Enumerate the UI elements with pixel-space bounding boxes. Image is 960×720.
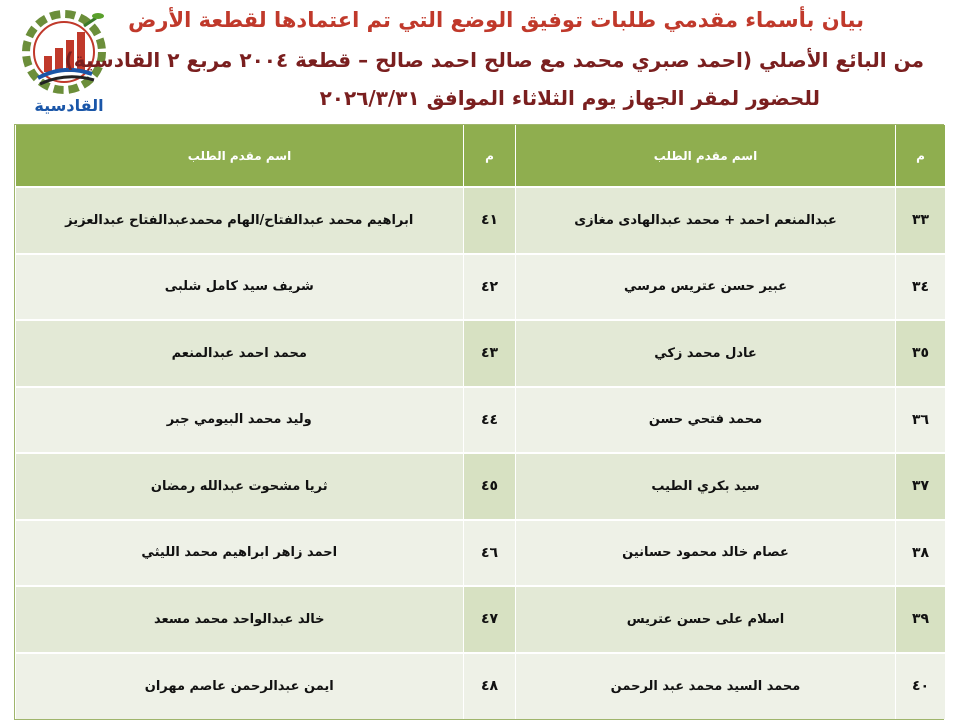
page-header xyxy=(0,0,960,118)
table-row xyxy=(16,320,946,387)
applicant-name: محمد فتحي حسن xyxy=(516,387,896,454)
row-number: ٣٧ xyxy=(896,453,946,520)
logo-caption: القادسية xyxy=(34,96,104,115)
applicant-name: وليد محمد البيومي جبر xyxy=(16,387,464,454)
table-row xyxy=(16,254,946,321)
table-header-row xyxy=(16,125,946,187)
applicant-name: احمد زاهر ابراهيم محمد الليثي xyxy=(16,520,464,587)
applicant-name: عبير حسن عتريس مرسي xyxy=(516,254,896,321)
applicant-name: ابراهيم محمد عبدالفتاح/الهام محمدعبدالفتاح عبدالعزيز xyxy=(16,187,464,254)
column-header-name-left: اسم مقدم الطلب xyxy=(16,125,464,187)
column-header-number-left: م xyxy=(464,125,516,187)
table-row xyxy=(16,586,946,653)
applicant-name: اسلام على حسن عتريس xyxy=(516,586,896,653)
row-number: ٤٤ xyxy=(464,387,516,454)
column-header-name-right: اسم مقدم الطلب xyxy=(516,125,896,187)
row-number: ٤٣ xyxy=(464,320,516,387)
row-number: ٣٥ xyxy=(896,320,946,387)
row-number: ٤٨ xyxy=(464,653,516,720)
row-number: ٤٦ xyxy=(464,520,516,587)
row-number: ٤٢ xyxy=(464,254,516,321)
applicant-name: ايمن عبدالرحمن عاصم مهران xyxy=(16,653,464,720)
applicant-name: سيد بكري الطيب xyxy=(516,453,896,520)
applicant-name: خالد عبدالواحد محمد مسعد xyxy=(16,586,464,653)
applicant-name: محمد احمد عبدالمنعم xyxy=(16,320,464,387)
applicants-table xyxy=(15,125,946,719)
applicant-name: ثريا مشحوت عبدالله رمضان xyxy=(16,453,464,520)
applicants-table-container xyxy=(14,124,944,720)
row-number: ٣٨ xyxy=(896,520,946,587)
row-number: ٣٦ xyxy=(896,387,946,454)
applicant-name: شريف سيد كامل شلبى xyxy=(16,254,464,321)
table-row xyxy=(16,453,946,520)
applicant-name: محمد السيد محمد عبد الرحمن xyxy=(516,653,896,720)
row-number: ٣٤ xyxy=(896,254,946,321)
page-subtitle: من البائع الأصلي (احمد صبري محمد مع صالح احمد صالح – قطعة ٢٠٠٤ مربع ٢ القادسية) xyxy=(64,48,924,72)
row-number: ٣٣ xyxy=(896,187,946,254)
row-number: ٤٠ xyxy=(896,653,946,720)
applicant-name: عادل محمد زكي xyxy=(516,320,896,387)
table-row xyxy=(16,653,946,720)
column-header-number-right: م xyxy=(896,125,946,187)
row-number: ٤٧ xyxy=(464,586,516,653)
row-number: ٤٥ xyxy=(464,453,516,520)
table-row xyxy=(16,520,946,587)
row-number: ٣٩ xyxy=(896,586,946,653)
page-title: بيان بأسماء مقدمي طلبات توفيق الوضع التي تم اعتمادها لقطعة الأرض xyxy=(128,8,864,32)
applicant-name: عصام خالد محمود حسانين xyxy=(516,520,896,587)
applicant-name: عبدالمنعم احمد + محمد عبدالهادى مغازى xyxy=(516,187,896,254)
table-row xyxy=(16,387,946,454)
attendance-date-line: للحضور لمقر الجهاز يوم الثلاثاء الموافق ٢٠٢٦/٣/٣١ xyxy=(319,86,820,110)
table-row xyxy=(16,187,946,254)
row-number: ٤١ xyxy=(464,187,516,254)
